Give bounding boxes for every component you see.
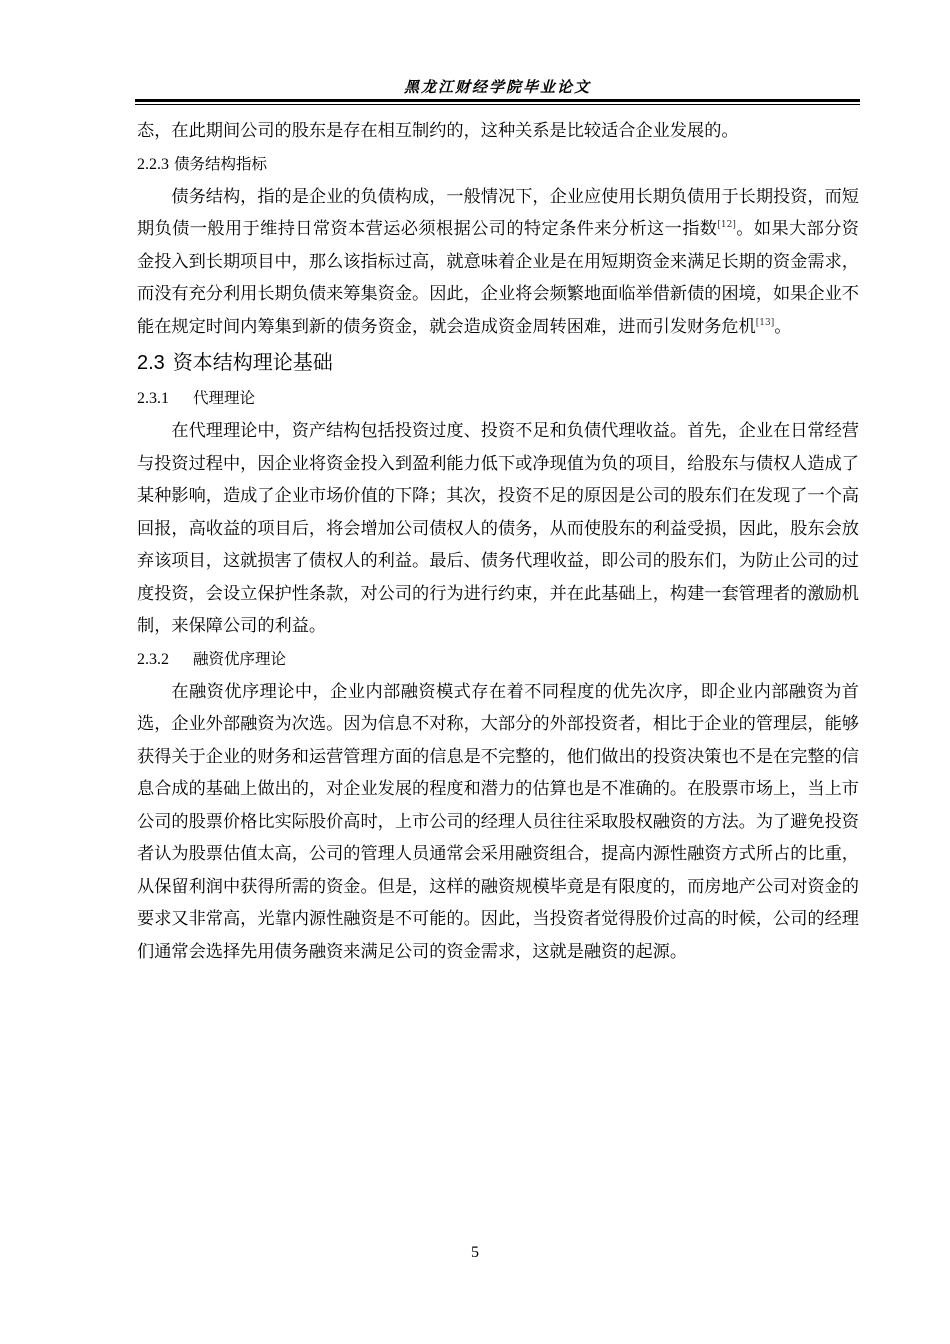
body-text	[137, 115, 859, 968]
heading-2-2-3	[137, 148, 859, 181]
paragraph-text: 债务结构，指的是企业的负债构成，一般情况下，企业应使用长期负债用于长期投资，而短期负债一般用于维持日常资本营运必须根据公司的特定条件来分析这一指数	[137, 186, 859, 239]
heading-2-3-1	[137, 382, 859, 415]
paragraph-agency-theory: 在代理理论中，资产结构包括投资过度、投资不足和负债代理收益。首先，企业在日常经营与投资过程中，因企业将资金投入到盈利能力低下或净现值为负的项目，给股东与债权人造成了某种影响，造成了企业市场价值的下降；其次，投资不足的原因是公司的股东们在发现了一个高回报，高收益的项目后，将会增加公司债权人的债务，从而使股东的利益受损，因此，股东会放弃该项目，这就损害了债权人的利益。最后、债务代理收益，即公司的股东们，为防止公司的过度投资，会设立保护性条款，对公司的行为进行约束，并在此基础上，构建一套管理者的激励机制，来保障公司的利益。	[137, 421, 859, 636]
header-rule-thin	[135, 104, 860, 105]
citation-12: [12]	[717, 220, 736, 230]
section-number: 2.3.2	[137, 650, 169, 668]
paragraph-pecking-order: 在融资优序理论中，企业内部融资模式存在着不同程度的优先次序，即企业内部融资为首选，企业外部融资为次选。因为信息不对称，大部分的外部投资者，相比于企业的管理层，能够获得关于企业的财务和运营管理方面的信息是不完整的，他们做出的投资决策也不是在完整的信息合成的基础上做出的，对企业发展的程度和潜力的估算也是不准确的。在股票市场上，当上市公司的股票价格比实际股价高时，上市公司的经理人员往往采取股权融资的方法。为了避免投资者认为股票估值太高，公司的管理人员通常会采用融资组合，提高内源性融资方式所占的比重，从保留利润中获得所需的资金。但是，这样的融资规模毕竟是有限度的，而房地产公司对资金的要求又非常高，光靠内源性融资是不可能的。因此，当投资者觉得股价过高的时候，公司的经理们通常会选择先用债务融资来满足公司的资金需求，这就是融资的起源。	[137, 681, 859, 962]
section-title: 代理理论	[193, 389, 256, 407]
section-number: 2.3	[137, 352, 165, 374]
heading-2-3-2	[137, 643, 859, 676]
section-number: 2.2.3	[137, 155, 169, 173]
paragraph-text: 。	[774, 316, 792, 337]
header-rule-thick	[135, 99, 860, 102]
section-title: 资本结构理论基础	[172, 350, 333, 374]
running-header: 黑龙江财经学院毕业论文	[403, 78, 591, 96]
citation-13: [13]	[755, 317, 775, 328]
paragraph-text: 。如果大部分资金投入到长期项目中，那么该指标过高，就意味着企业是在用短期资金来满足长期的资金需求，而没有充分利用长期负债来筹集资金。因此，企业将会频繁地面临举借新债的困境，如果企业不能在规定时间内筹集到新的债务资金，就会造成资金周转困难，进而引发财务危机	[137, 219, 859, 337]
page-number: 5	[471, 1244, 479, 1261]
section-number: 2.3.1	[137, 390, 169, 407]
paragraph-debt-structure	[137, 181, 859, 344]
section-title: 债务结构指标	[173, 154, 267, 173]
section-title: 融资优序理论	[193, 649, 287, 668]
heading-2-3	[137, 343, 859, 382]
paragraph-continued: 态，在此期间公司的股东是存在相互制约的，这种关系是比较适合企业发展的。	[137, 121, 739, 141]
